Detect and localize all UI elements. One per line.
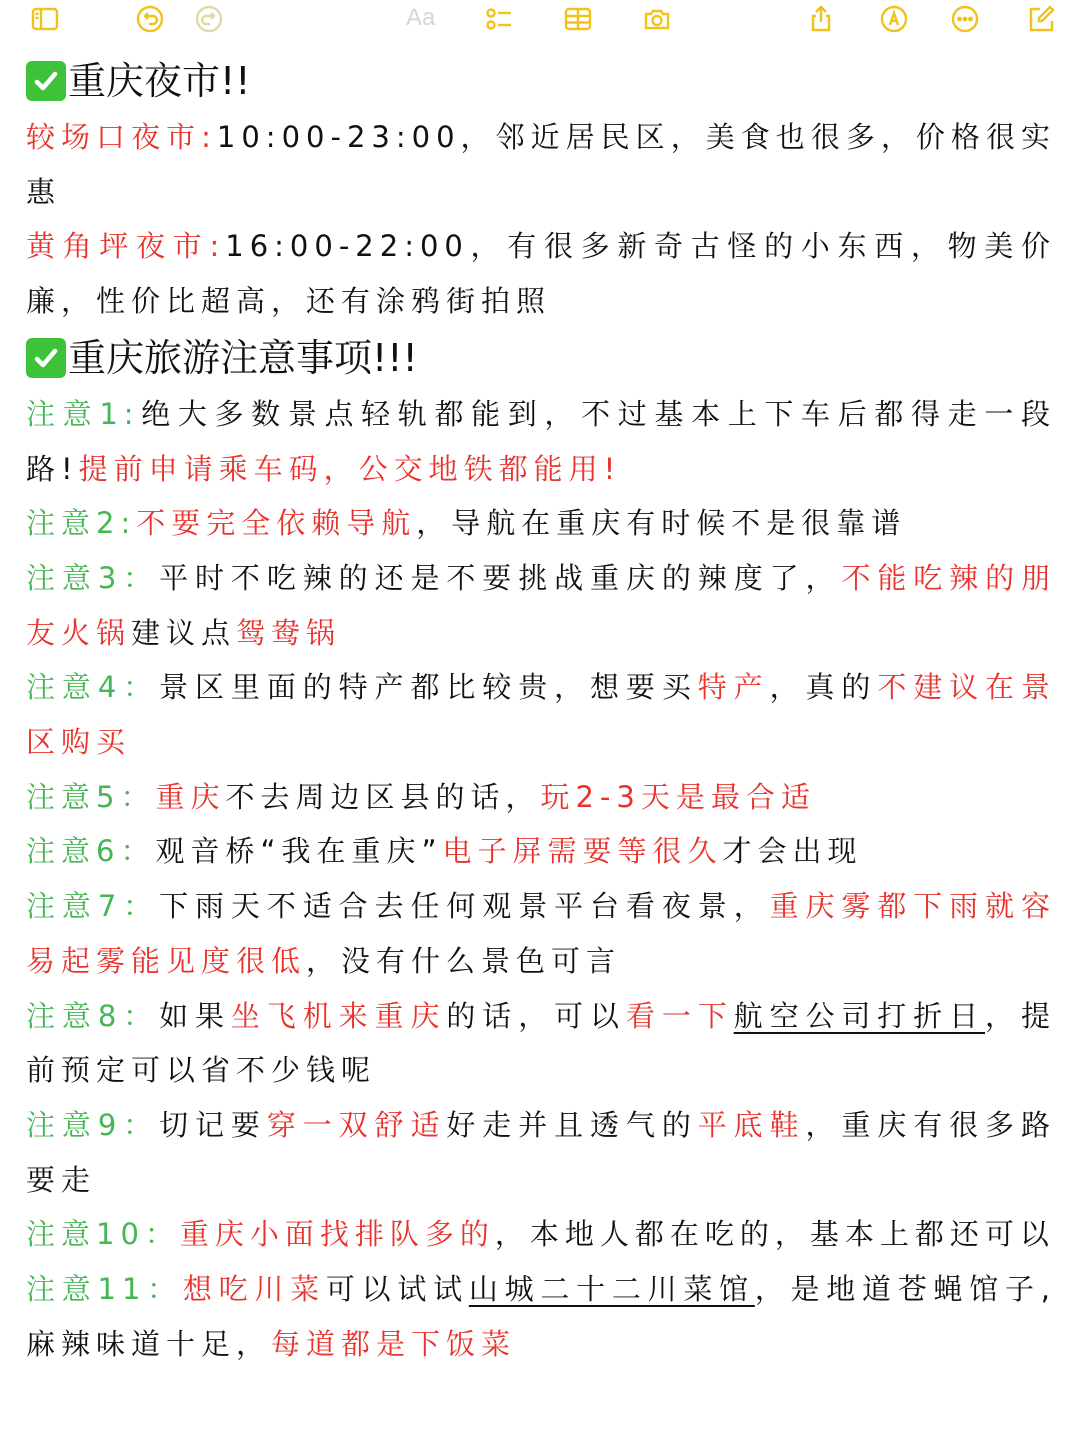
camera-icon[interactable] xyxy=(640,2,674,36)
tip-text: 如果 xyxy=(159,998,231,1033)
tip-8 xyxy=(26,989,1056,1098)
tip-11 xyxy=(26,1262,1056,1371)
tip-text: ，真的 xyxy=(769,670,878,705)
tip-text: ，本地人都在吃的，基本上都还可以 xyxy=(494,1217,1055,1252)
tip-highlight: 重庆 xyxy=(155,779,226,814)
tip-highlight: 特产 xyxy=(697,670,770,705)
share-icon[interactable] xyxy=(804,2,838,36)
tip-highlight: 不要完全依赖导航 xyxy=(136,506,417,541)
tip-highlight: 不能吃辣的朋友火锅 xyxy=(26,560,1056,650)
note-body[interactable] xyxy=(26,52,1056,1371)
tip-2 xyxy=(26,496,1056,551)
tip-9 xyxy=(26,1098,1056,1207)
tip-text: 平时不吃辣的还是不要挑战重庆的辣度了， xyxy=(159,560,842,595)
check-mark-icon xyxy=(26,61,66,101)
tip-7 xyxy=(26,879,1056,988)
tip-underlined: 航空公司打折日 xyxy=(733,998,986,1033)
tip-label: 注意5： xyxy=(26,779,156,814)
section-heading-travel-tips xyxy=(26,329,1056,387)
redo-icon[interactable] xyxy=(192,2,226,36)
tip-text: 绝大多数景点轻轨都能到，不过基本上下车后都得走一段路! xyxy=(26,396,1056,486)
tip-text: ，没有什么景色可言 xyxy=(306,943,622,978)
tip-label: 注意3： xyxy=(26,560,160,595)
tip-highlight: 不建议在景区购买 xyxy=(26,670,1056,760)
heading-text: 重庆旅游注意事项!!! xyxy=(68,335,418,380)
market-text: 16:00-22:00，有很多新奇古怪的小东西，物美价廉，性价比超高，还有涂鸦街拍照 xyxy=(26,229,1056,319)
tip-text: 建议点 xyxy=(131,615,237,650)
tip-text: 景区里面的特产都比较贵，想要买 xyxy=(159,670,698,705)
tip-highlight: 重庆雾都下雨就容易起雾能见度很低 xyxy=(26,889,1056,978)
tip-label: 注意9： xyxy=(26,1107,160,1142)
checklist-icon[interactable] xyxy=(482,2,516,36)
tip-label: 注意2: xyxy=(26,506,137,541)
tip-highlight: 平底鞋 xyxy=(697,1107,806,1142)
more-icon[interactable] xyxy=(948,2,982,36)
tip-10 xyxy=(26,1207,1056,1262)
tip-text: ，重庆有很多路要走 xyxy=(26,1107,1056,1197)
tip-label: 注意4： xyxy=(26,670,160,705)
tip-5 xyxy=(26,770,1056,825)
tip-highlight: 电子屏需要等很久 xyxy=(442,834,723,869)
tip-highlight: 看一下 xyxy=(625,998,734,1033)
heading-text: 重庆夜市!! xyxy=(68,59,251,103)
tip-label: 注意11： xyxy=(26,1272,183,1307)
tip-text: 才会出现 xyxy=(722,834,863,869)
tip-1 xyxy=(26,387,1056,496)
market-name: 黄角坪夜市: xyxy=(26,229,226,264)
market-text: 10:00-23:00，邻近居民区，美食也很多，价格很实惠 xyxy=(26,120,1056,209)
sidebar-icon[interactable] xyxy=(28,2,62,36)
tip-text: ，提前预定可以省不少钱呢 xyxy=(26,998,1056,1088)
tip-text: 的话，可以 xyxy=(446,998,626,1033)
tip-highlight: 穿一双舒适 xyxy=(266,1107,447,1142)
tip-text: 不去周边区县的话， xyxy=(225,779,541,814)
tip-text: 下雨天不适合去任何观景平台看夜景， xyxy=(159,889,770,924)
tip-text: 切记要 xyxy=(159,1107,267,1142)
tip-label: 注意6： xyxy=(26,834,156,869)
tip-highlight: 想吃川菜 xyxy=(182,1272,326,1307)
tip-highlight: 鸳鸯锅 xyxy=(236,615,342,650)
tip-highlight: 提前申请乘车码，公交地铁都能用! xyxy=(78,451,622,486)
table-icon[interactable] xyxy=(561,2,595,36)
tip-text: 可以试试 xyxy=(325,1272,469,1307)
tip-label: 注意8： xyxy=(26,998,160,1033)
tip-text: ，是地道苍蝇馆子,麻辣味道十足， xyxy=(26,1272,1056,1361)
tip-label: 注意1: xyxy=(26,396,140,431)
tip-highlight: 重庆小面找排队多的 xyxy=(179,1217,495,1252)
tip-6 xyxy=(26,824,1056,879)
tip-label: 注意10： xyxy=(26,1217,180,1252)
tip-3 xyxy=(26,551,1056,660)
format-text-icon[interactable]: Aa xyxy=(406,4,436,31)
tip-label: 注意7： xyxy=(26,889,160,924)
notes-toolbar xyxy=(0,0,1080,40)
tip-text: 好走并且透气的 xyxy=(446,1107,698,1142)
tip-text: 观音桥“我在重庆” xyxy=(155,834,443,869)
section-heading-night-market xyxy=(26,52,1056,110)
tip-text: ，导航在重庆有时候不是很靠谱 xyxy=(416,506,907,541)
tip-underlined: 山城二十二川菜馆 xyxy=(468,1272,755,1307)
tip-4 xyxy=(26,660,1056,769)
market-item-huangjiaoping xyxy=(26,219,1056,328)
market-item-jiaochangkou xyxy=(26,110,1056,219)
check-mark-icon xyxy=(26,338,66,378)
undo-icon[interactable] xyxy=(133,2,167,36)
tip-highlight: 每道都是下饭菜 xyxy=(271,1326,517,1361)
markup-icon[interactable] xyxy=(877,2,911,36)
tip-highlight: 坐飞机来重庆 xyxy=(230,998,447,1033)
market-name: 较场口夜市: xyxy=(26,120,217,154)
tip-highlight: 玩2-3天是最合适 xyxy=(540,779,816,814)
compose-icon[interactable] xyxy=(1024,2,1058,36)
